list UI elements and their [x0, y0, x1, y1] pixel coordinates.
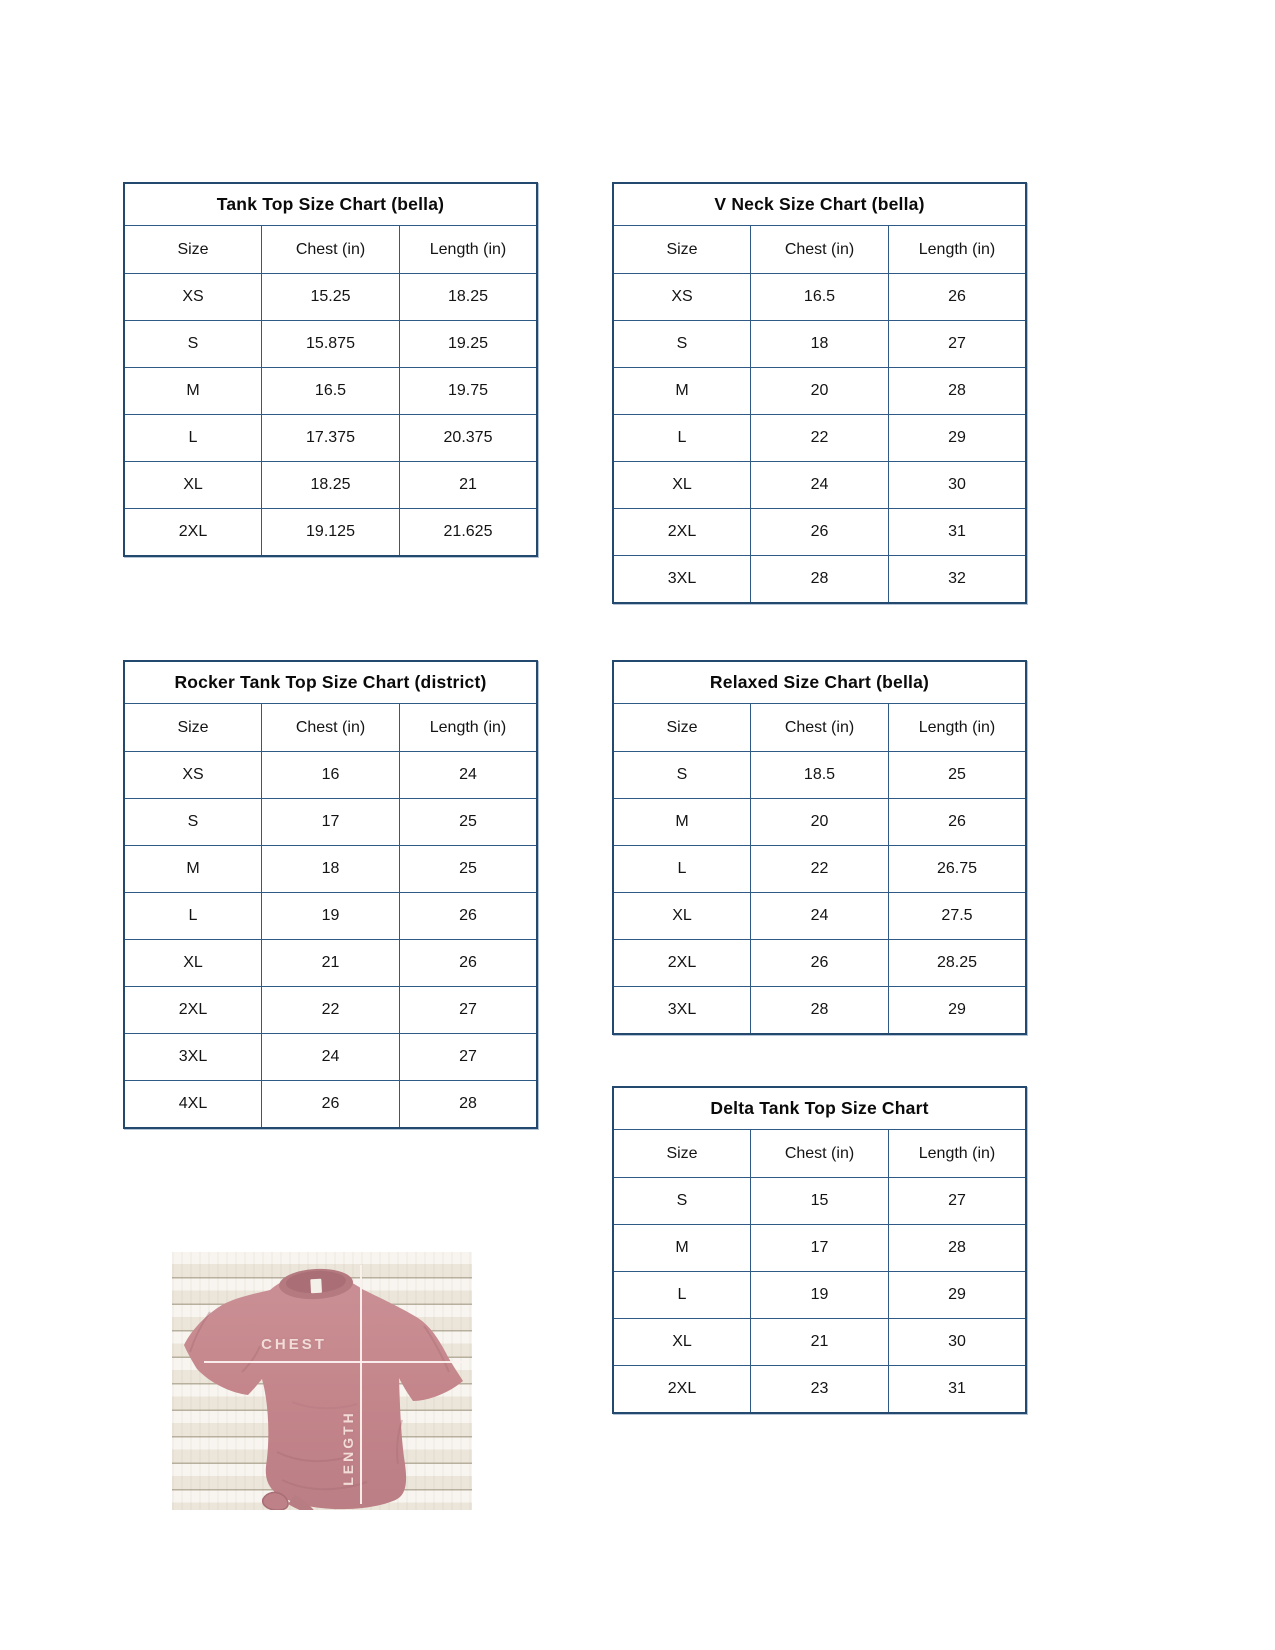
table-cell: 16	[261, 751, 399, 798]
table-header-row	[125, 704, 536, 751]
table-cell: 15	[750, 1177, 888, 1224]
table-cell: 18.25	[399, 273, 536, 320]
column-header-chest: Chest (in)	[750, 1130, 888, 1177]
table-cell: XS	[614, 273, 750, 320]
table-cell: 28	[888, 367, 1025, 414]
table-row	[125, 751, 536, 798]
table-cell: 28	[750, 555, 888, 602]
table-cell: 22	[261, 986, 399, 1033]
table-row	[614, 555, 1025, 602]
table-cell: 17	[750, 1224, 888, 1271]
table-row	[125, 1080, 536, 1127]
table-cell: XL	[125, 461, 261, 508]
size-chart-relaxed	[612, 660, 1027, 1035]
column-header-length: Length (in)	[888, 704, 1025, 751]
table-cell: 24	[261, 1033, 399, 1080]
table-body	[125, 751, 536, 1127]
table-row	[125, 1033, 536, 1080]
column-header-size: Size	[614, 1130, 750, 1177]
table-row	[614, 1318, 1025, 1365]
table-body	[614, 1177, 1025, 1412]
table-cell: 20	[750, 798, 888, 845]
table-cell: XL	[614, 892, 750, 939]
table-cell: 32	[888, 555, 1025, 602]
table-body	[614, 751, 1025, 1033]
table-cell: 28	[750, 986, 888, 1033]
table-cell: 17	[261, 798, 399, 845]
table-title: V Neck Size Chart (bella)	[614, 184, 1025, 226]
table-row	[614, 1271, 1025, 1318]
table-cell: 24	[399, 751, 536, 798]
size-chart-delta-tank-top	[612, 1086, 1027, 1414]
table-cell: S	[125, 320, 261, 367]
table-row	[125, 986, 536, 1033]
table-cell: 30	[888, 1318, 1025, 1365]
table-row	[125, 798, 536, 845]
table-header-row	[614, 1130, 1025, 1177]
table-row	[614, 367, 1025, 414]
table-cell: 31	[888, 1365, 1025, 1412]
table-cell: 28	[399, 1080, 536, 1127]
table-row	[125, 939, 536, 986]
table-cell: M	[614, 1224, 750, 1271]
table-cell: 29	[888, 1271, 1025, 1318]
table-row	[614, 273, 1025, 320]
table-row	[125, 508, 536, 555]
table-cell: M	[614, 367, 750, 414]
size-chart-tank-top	[123, 182, 538, 557]
tshirt-graphic	[172, 1252, 472, 1510]
table-cell: 24	[750, 461, 888, 508]
table-cell: 4XL	[125, 1080, 261, 1127]
column-header-length: Length (in)	[888, 226, 1025, 273]
table-cell: 26	[888, 273, 1025, 320]
table-cell: 27	[399, 1033, 536, 1080]
table-cell: 22	[750, 414, 888, 461]
table-row	[614, 986, 1025, 1033]
table-cell: 24	[750, 892, 888, 939]
tshirt-body	[184, 1274, 463, 1509]
table-cell: 27	[399, 986, 536, 1033]
table-cell: 3XL	[125, 1033, 261, 1080]
table-row	[614, 320, 1025, 367]
column-header-size: Size	[125, 226, 261, 273]
table-cell: S	[125, 798, 261, 845]
table-cell: M	[125, 845, 261, 892]
column-header-chest: Chest (in)	[261, 226, 399, 273]
table-cell: XS	[125, 751, 261, 798]
table-cell: 15.875	[261, 320, 399, 367]
table-cell: 26	[888, 798, 1025, 845]
table-cell: 26	[399, 892, 536, 939]
table-cell: 3XL	[614, 555, 750, 602]
table-cell: 19.125	[261, 508, 399, 555]
table-cell: 26	[261, 1080, 399, 1127]
table-cell: 27	[888, 320, 1025, 367]
table-row	[614, 798, 1025, 845]
table-cell: L	[125, 414, 261, 461]
collar-brand-label	[310, 1279, 322, 1294]
column-header-size: Size	[125, 704, 261, 751]
table-row	[125, 273, 536, 320]
table-cell: L	[614, 414, 750, 461]
table-cell: 27.5	[888, 892, 1025, 939]
column-header-size: Size	[614, 226, 750, 273]
column-header-length: Length (in)	[399, 704, 536, 751]
table-row	[125, 845, 536, 892]
table-cell: 19	[750, 1271, 888, 1318]
table-cell: 2XL	[125, 986, 261, 1033]
table-row	[614, 1224, 1025, 1271]
table-cell: 19.25	[399, 320, 536, 367]
table-cell: 20	[750, 367, 888, 414]
column-header-chest: Chest (in)	[261, 704, 399, 751]
table-cell: 18.25	[261, 461, 399, 508]
table-cell: 18	[261, 845, 399, 892]
table-row	[614, 461, 1025, 508]
table-cell: 3XL	[614, 986, 750, 1033]
table-cell: 31	[888, 508, 1025, 555]
table-cell: S	[614, 1177, 750, 1224]
table-cell: S	[614, 320, 750, 367]
table-cell: L	[125, 892, 261, 939]
table-cell: 17.375	[261, 414, 399, 461]
table-cell: 25	[399, 798, 536, 845]
table-cell: 30	[888, 461, 1025, 508]
table-row	[614, 1365, 1025, 1412]
size-chart-rocker-tank-top	[123, 660, 538, 1129]
table-cell: 21	[399, 461, 536, 508]
table-cell: 26	[750, 508, 888, 555]
table-cell: 18	[750, 320, 888, 367]
table-cell: 2XL	[614, 1365, 750, 1412]
chest-label: CHEST	[261, 1336, 327, 1353]
table-cell: 21.625	[399, 508, 536, 555]
table-row	[614, 1177, 1025, 1224]
table-row	[614, 508, 1025, 555]
table-body	[125, 273, 536, 555]
size-chart-v-neck	[612, 182, 1027, 604]
table-cell: 29	[888, 986, 1025, 1033]
table-cell: 25	[888, 751, 1025, 798]
table-cell: 19	[261, 892, 399, 939]
table-cell: 27	[888, 1177, 1025, 1224]
table-cell: XL	[125, 939, 261, 986]
table-cell: 18.5	[750, 751, 888, 798]
table-row	[614, 751, 1025, 798]
table-title: Tank Top Size Chart (bella)	[125, 184, 536, 226]
table-body	[614, 273, 1025, 602]
table-cell: 29	[888, 414, 1025, 461]
column-header-size: Size	[614, 704, 750, 751]
column-header-length: Length (in)	[888, 1130, 1025, 1177]
column-header-length: Length (in)	[399, 226, 536, 273]
table-cell: 19.75	[399, 367, 536, 414]
table-cell: 20.375	[399, 414, 536, 461]
product-photo	[172, 1252, 472, 1510]
table-cell: L	[614, 1271, 750, 1318]
length-label: LENGTH	[340, 1410, 356, 1486]
table-row	[125, 461, 536, 508]
table-title: Rocker Tank Top Size Chart (district)	[125, 662, 536, 704]
table-header-row	[125, 226, 536, 273]
table-cell: XL	[614, 1318, 750, 1365]
table-cell: 21	[261, 939, 399, 986]
table-cell: 15.25	[261, 273, 399, 320]
column-header-chest: Chest (in)	[750, 704, 888, 751]
table-cell: M	[125, 367, 261, 414]
table-header-row	[614, 704, 1025, 751]
table-row	[125, 320, 536, 367]
table-cell: 28	[888, 1224, 1025, 1271]
column-header-chest: Chest (in)	[750, 226, 888, 273]
table-title: Relaxed Size Chart (bella)	[614, 662, 1025, 704]
table-header-row	[614, 226, 1025, 273]
table-cell: 2XL	[614, 939, 750, 986]
table-cell: 25	[399, 845, 536, 892]
table-cell: 21	[750, 1318, 888, 1365]
table-row	[614, 845, 1025, 892]
table-cell: 26	[399, 939, 536, 986]
table-row	[125, 892, 536, 939]
table-title: Delta Tank Top Size Chart	[614, 1088, 1025, 1130]
table-cell: 16.5	[750, 273, 888, 320]
table-row	[614, 414, 1025, 461]
table-cell: M	[614, 798, 750, 845]
table-cell: S	[614, 751, 750, 798]
table-cell: 16.5	[261, 367, 399, 414]
table-row	[614, 939, 1025, 986]
table-cell: 2XL	[125, 508, 261, 555]
table-cell: 26	[750, 939, 888, 986]
table-cell: XL	[614, 461, 750, 508]
table-cell: XS	[125, 273, 261, 320]
table-row	[614, 892, 1025, 939]
table-cell: 22	[750, 845, 888, 892]
table-cell: 26.75	[888, 845, 1025, 892]
table-cell: 23	[750, 1365, 888, 1412]
table-row	[125, 414, 536, 461]
table-cell: 2XL	[614, 508, 750, 555]
table-row	[125, 367, 536, 414]
table-cell: L	[614, 845, 750, 892]
table-cell: 28.25	[888, 939, 1025, 986]
